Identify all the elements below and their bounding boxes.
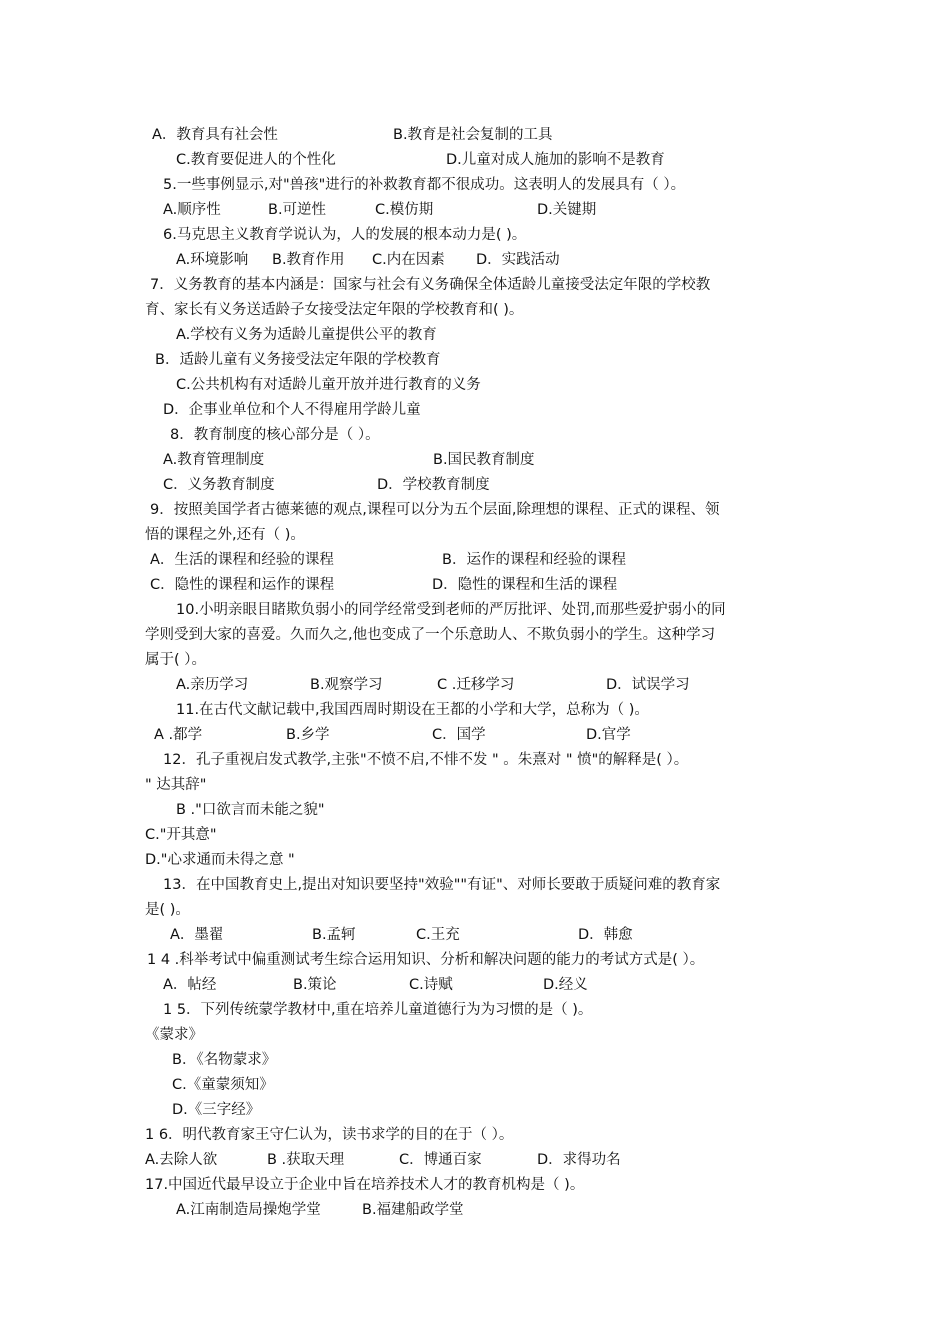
question-17-stem: 17.中国近代最早设立于企业中旨在培养技术人才的教育机构是（ )。 [145, 1177, 585, 1193]
q5-option-c: C.模仿期 [375, 202, 434, 218]
question-15-stem: 1 5．下列传统蒙学教材中,重在培养儿童道德行为为习惯的是（ )。 [163, 1002, 593, 1018]
q9-option-b: B．运作的课程和经验的课程 [442, 552, 626, 568]
q14-option-b: B.策论 [293, 977, 337, 993]
q8-option-a: A.教育管理制度 [163, 452, 265, 468]
q6-option-a: A.环境影响 [176, 252, 249, 268]
q13-option-a: A．墨翟 [170, 927, 224, 943]
question-9-stem-line-2: 悟的课程之外,还有（ )。 [145, 527, 305, 543]
question-8-stem: 8．教育制度的核心部分是（ ）。 [170, 427, 380, 443]
q10-option-b: B.观察学习 [310, 677, 383, 693]
q15-option-c: C.《童蒙须知》 [172, 1077, 274, 1093]
question-11-stem: 11.在古代文献记载中,我国西周时期设在王都的小学和大学，总称为（ )。 [176, 702, 649, 718]
question-12-stem: 12．孔子重视启发式教学,主张"不愤不启,不悱不发 " 。朱熹对 " 愤"的解释是( ）。 [163, 752, 689, 768]
question-14-stem: 1 4 .科举考试中偏重测试考生综合运用知识、分析和解决问题的能力的考试方式是( ）。 [147, 952, 705, 968]
q15-option-a: 《蒙求》 [145, 1027, 203, 1043]
q9-option-a: A．生活的课程和经验的课程 [150, 552, 334, 568]
q10-option-d: D．试误学习 [606, 677, 690, 693]
question-5-stem: 5.一些事例显示,对"兽孩"进行的补救教育都不很成功。这表明人的发展具有（ ）。 [163, 177, 686, 193]
question-10-stem-line-2: 学则受到大家的喜爱。久而久之,他也变成了一个乐意助人、不欺负弱小的学生。这种学习 [145, 627, 716, 643]
q7-option-a: A.学校有义务为适龄儿童提供公平的教育 [176, 327, 437, 343]
q13-option-c: C.王充 [416, 927, 460, 943]
q5-option-b: B.可逆性 [268, 202, 327, 218]
q7-option-c: C.公共机构有对适龄儿童开放并进行教育的义务 [176, 377, 481, 393]
q4-option-c: C.教育要促进人的个性化 [176, 152, 336, 168]
question-6-stem: 6.马克思主义教育学说认为，人的发展的根本动力是( )。 [163, 227, 527, 243]
q15-option-d: D.《三字经》 [172, 1102, 261, 1118]
q5-option-a: A.顺序性 [163, 202, 221, 218]
question-10-stem-line-3: 属于( ）。 [145, 652, 207, 668]
q13-option-b: B.孟轲 [312, 927, 356, 943]
q16-option-d: D．求得功名 [537, 1152, 621, 1168]
q6-option-b: B.教育作用 [272, 252, 345, 268]
q10-option-a: A.亲历学习 [176, 677, 249, 693]
q10-option-c: C .迁移学习 [437, 677, 515, 693]
q16-option-c: C．博通百家 [399, 1152, 482, 1168]
q11-option-c: C．国学 [432, 727, 486, 743]
q5-option-d: D.关键期 [537, 202, 597, 218]
q17-option-a: A.江南制造局操炮学堂 [176, 1202, 321, 1218]
q12-option-d: D."心求通而未得之意 " [145, 852, 295, 868]
q11-option-b: B.乡学 [286, 727, 330, 743]
question-13-stem-line-1: 13．在中国教育史上,提出对知识要坚持"效验""有证"、对师长要敢于质疑问难的教育家 [163, 877, 721, 893]
q11-option-a: A .都学 [154, 727, 203, 743]
q4-option-b: B.教育是社会复制的工具 [393, 127, 553, 143]
question-13-stem-line-2: 是( )。 [145, 902, 190, 918]
question-16-stem: 1 6．明代教育家王守仁认为，读书求学的目的在于（ ）。 [145, 1127, 514, 1143]
question-7-stem-line-1: 7．义务教育的基本内涵是：国家与社会有义务确保全体适龄儿童接受法定年限的学校教 [150, 277, 711, 293]
q12-option-a: " 达其辞" [145, 777, 207, 793]
q14-option-a: A．帖经 [163, 977, 217, 993]
q14-option-c: C.诗赋 [409, 977, 453, 993]
q8-option-b: B.国民教育制度 [433, 452, 535, 468]
q15-option-b: B．《名物蒙求》 [172, 1052, 277, 1068]
q7-option-b: B．适龄儿童有义务接受法定年限的学校教育 [155, 352, 441, 368]
q14-option-d: D.经义 [543, 977, 588, 993]
q7-option-d: D．企事业单位和个人不得雇用学龄儿童 [163, 402, 421, 418]
q8-option-d: D．学校教育制度 [377, 477, 490, 493]
q9-option-d: D．隐性的课程和生活的课程 [432, 577, 618, 593]
q4-option-a: A．教育具有社会性 [152, 127, 278, 143]
question-9-stem-line-1: 9．按照美国学者古德莱德的观点,课程可以分为五个层面,除理想的课程、正式的课程、领 [150, 502, 720, 518]
q9-option-c: C．隐性的课程和运作的课程 [150, 577, 335, 593]
question-10-stem-line-1: 10.小明亲眼目睹欺负弱小的同学经常受到老师的严厉批评、处罚,而那些爱护弱小的同 [176, 602, 726, 618]
q8-option-c: C．义务教育制度 [163, 477, 275, 493]
q11-option-d: D.官学 [586, 727, 631, 743]
q12-option-b: B ."口欲言而未能之貌" [176, 802, 325, 818]
q12-option-c: C."开其意" [145, 827, 217, 843]
q6-option-c: C.内在因素 [372, 252, 445, 268]
question-7-stem-line-2: 育、家长有义务送适龄子女接受法定年限的学校教育和( )。 [145, 302, 524, 318]
q17-option-b: B.福建船政学堂 [362, 1202, 464, 1218]
q13-option-d: D．韩愈 [578, 927, 633, 943]
q6-option-d: D．实践活动 [476, 252, 560, 268]
q16-option-b: B .获取天理 [267, 1152, 345, 1168]
q4-option-d: D.儿童对成人施加的影响不是教育 [446, 152, 665, 168]
q16-option-a: A.去除人欲 [145, 1152, 218, 1168]
